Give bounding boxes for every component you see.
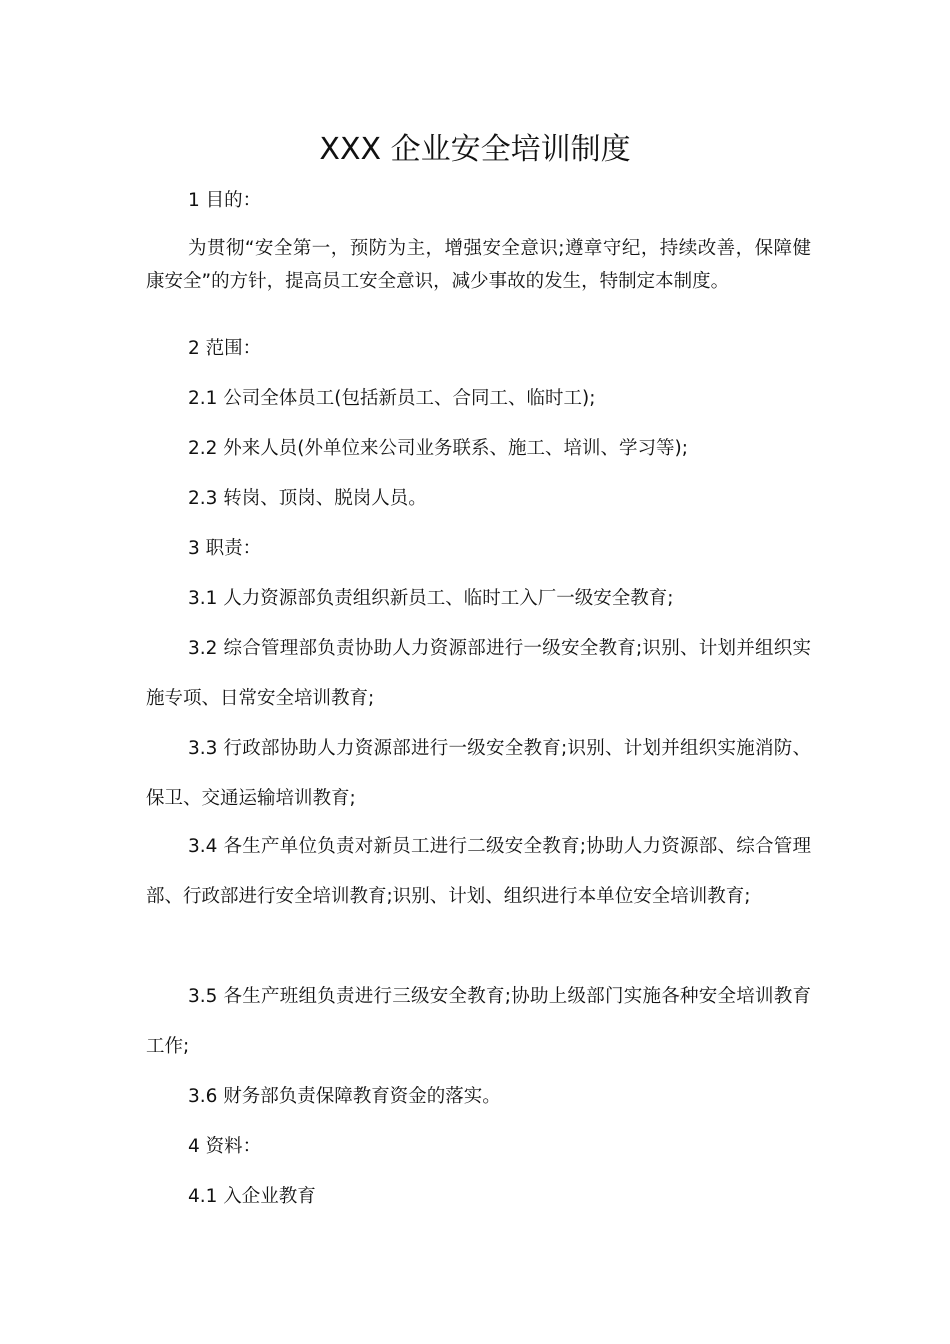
paragraph-materials-4-1: 4.1 入企业教育 <box>188 1186 316 1207</box>
paragraph-duties-3-6: 3.6 财务部负责保障教育资金的落实。 <box>188 1086 501 1107</box>
paragraph-duties-3-1: 3.1 人力资源部负责组织新员工、临时工入厂一级安全教育; <box>188 588 674 609</box>
paragraph-duties-3-5: 3.5 各生产班组负责进行三级安全教育;协助上级部门实施各种安全培训教育工作; <box>146 986 811 1057</box>
paragraph-purpose-heading: 1 目的： <box>188 190 262 211</box>
paragraph-scope-2-2: 2.2 外来人员(外单位来公司业务联系、施工、培训、学习等); <box>188 438 688 459</box>
paragraph-scope-2-3: 2.3 转岗、顶岗、脱岗人员。 <box>188 488 427 509</box>
paragraph-duties-3-2: 3.2 综合管理部负责协助人力资源部进行一级安全教育;识别、计划并组织实施专项、日常安全培训教育; <box>146 638 811 709</box>
paragraph-duties-3-4: 3.4 各生产单位负责对新员工进行二级安全教育;协助人力资源部、综合管理部、行政部进行安全培训教育;识别、计划、组织进行本单位安全培训教育; <box>146 836 811 907</box>
paragraph-duties-3-3: 3.3 行政部协助人力资源部进行一级安全教育;识别、计划并组织实施消防、保卫、交通运输培训教育; <box>146 738 811 809</box>
paragraph-materials-heading: 4 资料： <box>188 1136 262 1157</box>
paragraph-scope-2-1: 2.1 公司全体员工(包括新员工、合同工、临时工); <box>188 388 596 409</box>
paragraph-purpose-text: 为贯彻“安全第一，预防为主，增强安全意识;遵章守纪，持续改善，保障健康安全”的方针，提高员工安全意识，减少事故的发生，特制定本制度。 <box>146 238 811 292</box>
paragraph-duties-heading: 3 职责： <box>188 538 262 559</box>
document-title: XXX 企业安全培训制度 <box>319 132 631 167</box>
paragraph-scope-heading: 2 范围： <box>188 338 262 359</box>
